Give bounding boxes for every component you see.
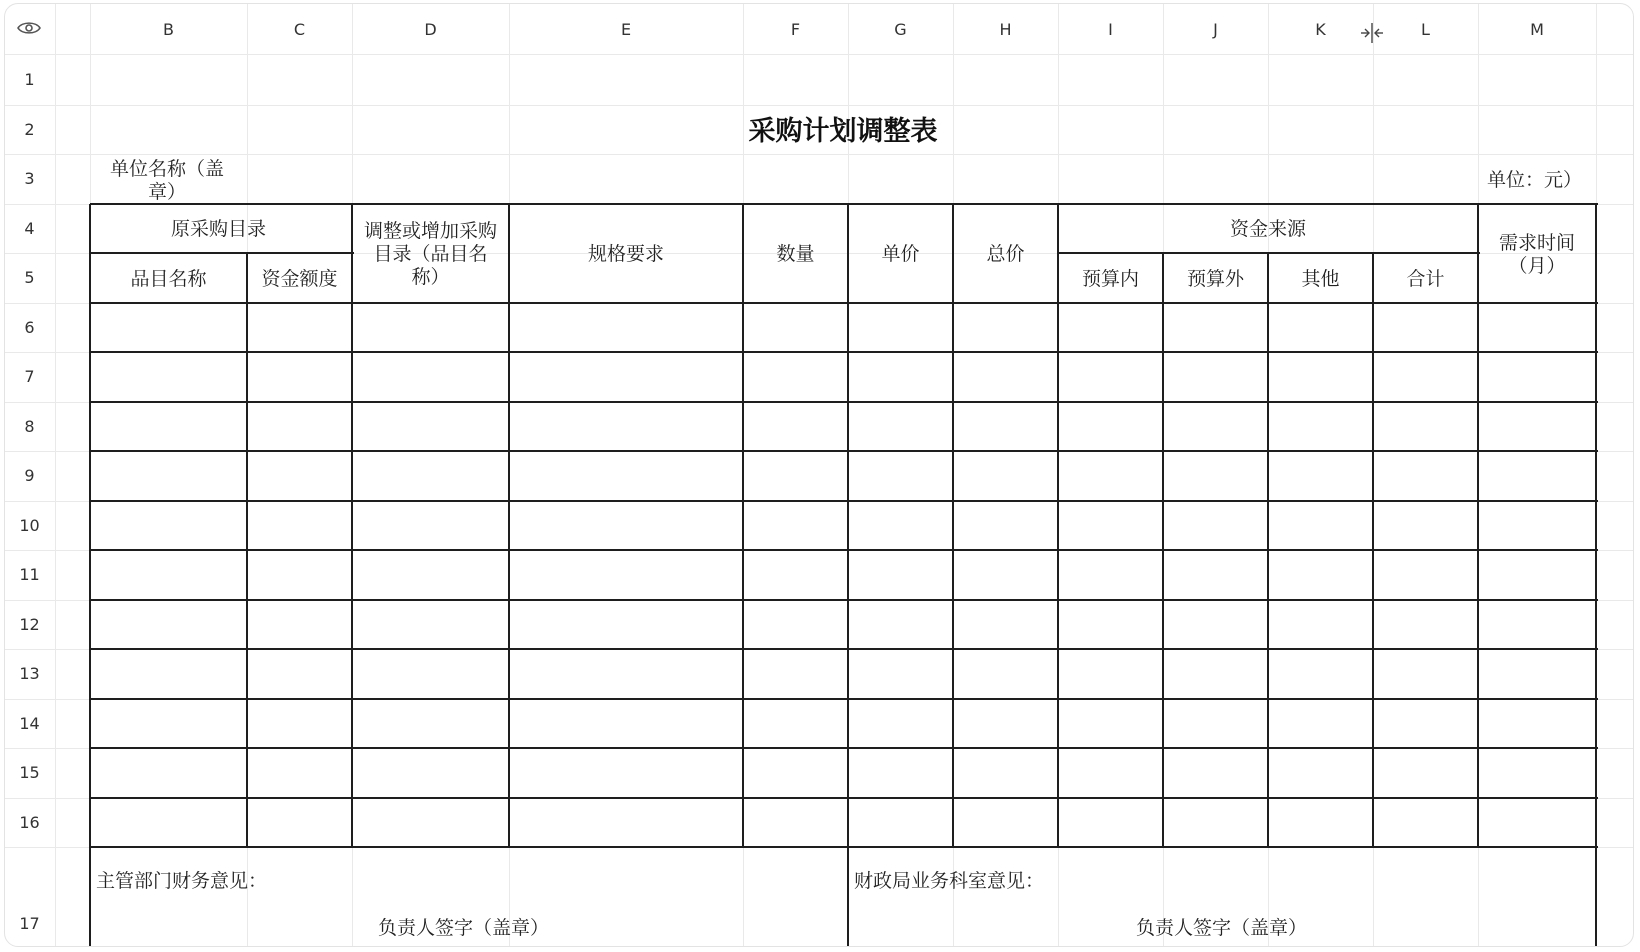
- data-cell[interactable]: [1478, 303, 1596, 353]
- data-cell[interactable]: [1058, 699, 1163, 749]
- header-demand-time: 需求时间（月）: [1498, 231, 1575, 277]
- data-cell[interactable]: [247, 303, 352, 353]
- data-cell[interactable]: [848, 699, 953, 749]
- data-cell[interactable]: [953, 402, 1058, 452]
- column-header[interactable]: L: [1421, 19, 1430, 39]
- data-cell[interactable]: [352, 748, 509, 798]
- row-header[interactable]: 11: [19, 565, 40, 585]
- row-header[interactable]: 17: [19, 914, 40, 933]
- header-unit-price: 单价: [881, 243, 920, 265]
- data-cell[interactable]: [90, 303, 247, 353]
- data-cell[interactable]: [1268, 798, 1373, 848]
- data-cell[interactable]: [352, 649, 509, 699]
- data-cell[interactable]: [1373, 402, 1478, 452]
- data-cell[interactable]: [1163, 699, 1268, 749]
- data-cell[interactable]: [1268, 352, 1373, 402]
- data-cell[interactable]: [509, 402, 743, 452]
- data-cell[interactable]: [1373, 649, 1478, 699]
- data-cell[interactable]: [90, 501, 247, 551]
- data-cell[interactable]: [743, 402, 848, 452]
- column-header[interactable]: I: [1108, 19, 1113, 39]
- data-cell[interactable]: [1058, 352, 1163, 402]
- column-header[interactable]: G: [894, 19, 907, 39]
- column-header[interactable]: M: [1530, 19, 1544, 39]
- data-cell[interactable]: [1163, 352, 1268, 402]
- data-cell[interactable]: [352, 303, 509, 353]
- data-cell[interactable]: [1268, 649, 1373, 699]
- border-line: [847, 847, 849, 947]
- signature-right: 负责人签字（盖章）: [1136, 917, 1308, 939]
- data-cell[interactable]: [1268, 600, 1373, 650]
- data-cell[interactable]: [743, 451, 848, 501]
- data-cell[interactable]: [1478, 649, 1596, 699]
- data-cell[interactable]: [1373, 798, 1478, 848]
- data-cell[interactable]: [247, 451, 352, 501]
- data-cell[interactable]: [247, 550, 352, 600]
- data-cell[interactable]: [848, 402, 953, 452]
- data-cell[interactable]: [352, 699, 509, 749]
- column-header[interactable]: E: [620, 19, 632, 39]
- data-cell[interactable]: [848, 451, 953, 501]
- data-cell[interactable]: [953, 352, 1058, 402]
- header-in-budget: 预算内: [1081, 267, 1139, 290]
- data-cell[interactable]: [743, 798, 848, 848]
- data-cell[interactable]: [90, 550, 247, 600]
- data-cell[interactable]: [247, 699, 352, 749]
- data-cell[interactable]: [1373, 352, 1478, 402]
- data-cell[interactable]: [1163, 402, 1268, 452]
- data-cell[interactable]: [848, 550, 953, 600]
- row-header[interactable]: 15: [19, 763, 40, 783]
- row-header[interactable]: 10: [19, 515, 40, 535]
- unit-name-label: 单位名称（盖章）: [109, 157, 224, 203]
- data-cell[interactable]: [1163, 649, 1268, 699]
- data-cell[interactable]: [1373, 451, 1478, 501]
- data-cell[interactable]: [509, 352, 743, 402]
- data-cell[interactable]: [743, 699, 848, 749]
- data-cell[interactable]: [352, 402, 509, 452]
- data-cell[interactable]: [509, 699, 743, 749]
- sheet-title: 采购计划调整表: [748, 115, 938, 147]
- data-cell[interactable]: [1478, 451, 1596, 501]
- header-quantity: 数量: [776, 243, 815, 265]
- data-cell[interactable]: [90, 748, 247, 798]
- data-cell[interactable]: [247, 501, 352, 551]
- data-cell[interactable]: [1268, 550, 1373, 600]
- data-cell[interactable]: [90, 352, 247, 402]
- data-cell[interactable]: [1058, 748, 1163, 798]
- data-cell[interactable]: [1373, 550, 1478, 600]
- data-cell[interactable]: [509, 748, 743, 798]
- data-cell[interactable]: [247, 600, 352, 650]
- data-cell[interactable]: [352, 501, 509, 551]
- header-fund-amount: 资金额度: [261, 267, 338, 290]
- data-cell[interactable]: [247, 649, 352, 699]
- data-cell[interactable]: [743, 501, 848, 551]
- data-cell[interactable]: [1163, 798, 1268, 848]
- unit-label: 单位：元）: [1486, 169, 1582, 191]
- data-cell[interactable]: [953, 649, 1058, 699]
- dept-finance-opinion: 主管部门财务意见：: [96, 870, 268, 892]
- signature-left: 负责人签字（盖章）: [378, 917, 550, 939]
- border-line: [89, 847, 91, 947]
- data-cell[interactable]: [953, 748, 1058, 798]
- data-cell[interactable]: [352, 798, 509, 848]
- data-cell[interactable]: [743, 600, 848, 650]
- data-cell[interactable]: [509, 600, 743, 650]
- data-cell[interactable]: [1478, 501, 1596, 551]
- eye-icon[interactable]: [10, 10, 48, 46]
- row-header[interactable]: 6: [24, 317, 35, 337]
- data-cell[interactable]: [1478, 402, 1596, 452]
- data-cell[interactable]: [848, 501, 953, 551]
- data-cell[interactable]: [352, 600, 509, 650]
- data-cell[interactable]: [848, 649, 953, 699]
- data-cell[interactable]: [90, 699, 247, 749]
- data-cell[interactable]: [90, 798, 247, 848]
- data-cell[interactable]: [1478, 798, 1596, 848]
- data-cell[interactable]: [509, 451, 743, 501]
- data-cell[interactable]: [1163, 451, 1268, 501]
- data-cell[interactable]: [743, 303, 848, 353]
- data-cell[interactable]: [1478, 550, 1596, 600]
- data-cell[interactable]: [848, 798, 953, 848]
- row-header[interactable]: 16: [19, 812, 40, 832]
- row-header[interactable]: 8: [24, 416, 35, 436]
- data-cell[interactable]: [953, 550, 1058, 600]
- data-cell[interactable]: [1058, 303, 1163, 353]
- data-cell[interactable]: [1268, 699, 1373, 749]
- data-cell[interactable]: [953, 303, 1058, 353]
- data-cell[interactable]: [247, 352, 352, 402]
- row-header[interactable]: 2: [24, 119, 35, 139]
- row-header[interactable]: 7: [24, 367, 35, 387]
- column-header[interactable]: H: [999, 19, 1012, 39]
- data-cell[interactable]: [1163, 600, 1268, 650]
- data-cell[interactable]: [509, 501, 743, 551]
- header-spec: 规格要求: [587, 243, 664, 265]
- data-cell[interactable]: [1163, 501, 1268, 551]
- data-cell[interactable]: [247, 748, 352, 798]
- column-resize-icon[interactable]: [1358, 20, 1386, 46]
- data-cell[interactable]: [1268, 303, 1373, 353]
- data-cell[interactable]: [1058, 649, 1163, 699]
- data-cell[interactable]: [352, 451, 509, 501]
- border-line: [1595, 847, 1597, 947]
- data-cell[interactable]: [247, 402, 352, 452]
- data-cell[interactable]: [1373, 303, 1478, 353]
- data-cell[interactable]: [848, 352, 953, 402]
- data-cell[interactable]: [1478, 748, 1596, 798]
- data-cell[interactable]: [90, 402, 247, 452]
- data-cell[interactable]: [743, 649, 848, 699]
- data-cell[interactable]: [1478, 699, 1596, 749]
- column-header[interactable]: K: [1315, 19, 1326, 39]
- data-cell[interactable]: [953, 798, 1058, 848]
- data-cell[interactable]: [953, 451, 1058, 501]
- data-cell[interactable]: [1268, 451, 1373, 501]
- data-cell[interactable]: [1058, 600, 1163, 650]
- row-header[interactable]: 3: [24, 169, 35, 189]
- finance-bureau-opinion: 财政局业务科室意见：: [854, 870, 1045, 892]
- row-header[interactable]: 5: [24, 268, 35, 288]
- data-cell[interactable]: [1268, 402, 1373, 452]
- grid-line: [4, 54, 1634, 55]
- data-cell[interactable]: [1058, 550, 1163, 600]
- data-cell[interactable]: [352, 550, 509, 600]
- data-cell[interactable]: [90, 649, 247, 699]
- row-header[interactable]: 12: [19, 614, 40, 634]
- header-out-budget: 预算外: [1186, 267, 1244, 290]
- row-header[interactable]: 1: [24, 70, 35, 90]
- data-cell[interactable]: [1163, 748, 1268, 798]
- data-cell[interactable]: [1058, 501, 1163, 551]
- data-cell[interactable]: [509, 649, 743, 699]
- data-cell[interactable]: [1478, 600, 1596, 650]
- data-cell[interactable]: [1163, 550, 1268, 600]
- header-other: 其他: [1301, 267, 1340, 290]
- data-cell[interactable]: [1268, 748, 1373, 798]
- header-sum: 合计: [1406, 267, 1445, 290]
- data-cell[interactable]: [509, 303, 743, 353]
- data-cell[interactable]: [1163, 303, 1268, 353]
- data-cell[interactable]: [743, 352, 848, 402]
- data-cell[interactable]: [953, 699, 1058, 749]
- row-header[interactable]: 4: [24, 218, 35, 238]
- header-total-price: 总价: [986, 243, 1025, 265]
- data-cell[interactable]: [1373, 501, 1478, 551]
- data-cell[interactable]: [848, 303, 953, 353]
- data-cell[interactable]: [352, 352, 509, 402]
- data-cell[interactable]: [247, 798, 352, 848]
- data-cell[interactable]: [743, 550, 848, 600]
- data-cell[interactable]: [1373, 748, 1478, 798]
- data-cell[interactable]: [953, 600, 1058, 650]
- column-header[interactable]: J: [1213, 19, 1218, 39]
- data-cell[interactable]: [1058, 451, 1163, 501]
- data-cell[interactable]: [1058, 798, 1163, 848]
- header-adjusted-catalog: 调整或增加采购目录（品目名称）: [364, 220, 498, 288]
- data-cell[interactable]: [848, 600, 953, 650]
- data-cell[interactable]: [743, 748, 848, 798]
- column-header[interactable]: C: [293, 19, 306, 39]
- data-cell[interactable]: [90, 451, 247, 501]
- column-header[interactable]: F: [790, 19, 801, 39]
- column-header[interactable]: B: [163, 19, 174, 39]
- row-header[interactable]: 14: [19, 713, 40, 733]
- data-cell[interactable]: [953, 501, 1058, 551]
- grid-line: [55, 4, 56, 947]
- data-cell[interactable]: [1478, 352, 1596, 402]
- header-original-catalog: 原采购目录: [170, 218, 266, 240]
- header-item-name: 品目名称: [130, 267, 207, 290]
- data-cell[interactable]: [509, 798, 743, 848]
- data-cell[interactable]: [848, 748, 953, 798]
- row-header[interactable]: 13: [19, 664, 40, 684]
- data-cell[interactable]: [1373, 699, 1478, 749]
- data-cell[interactable]: [90, 600, 247, 650]
- header-fund-source: 资金来源: [1229, 218, 1306, 240]
- data-cell[interactable]: [1373, 600, 1478, 650]
- data-cell[interactable]: [1058, 402, 1163, 452]
- row-header[interactable]: 9: [24, 466, 35, 486]
- data-cell[interactable]: [509, 550, 743, 600]
- data-cell[interactable]: [1268, 501, 1373, 551]
- column-header[interactable]: D: [424, 19, 437, 39]
